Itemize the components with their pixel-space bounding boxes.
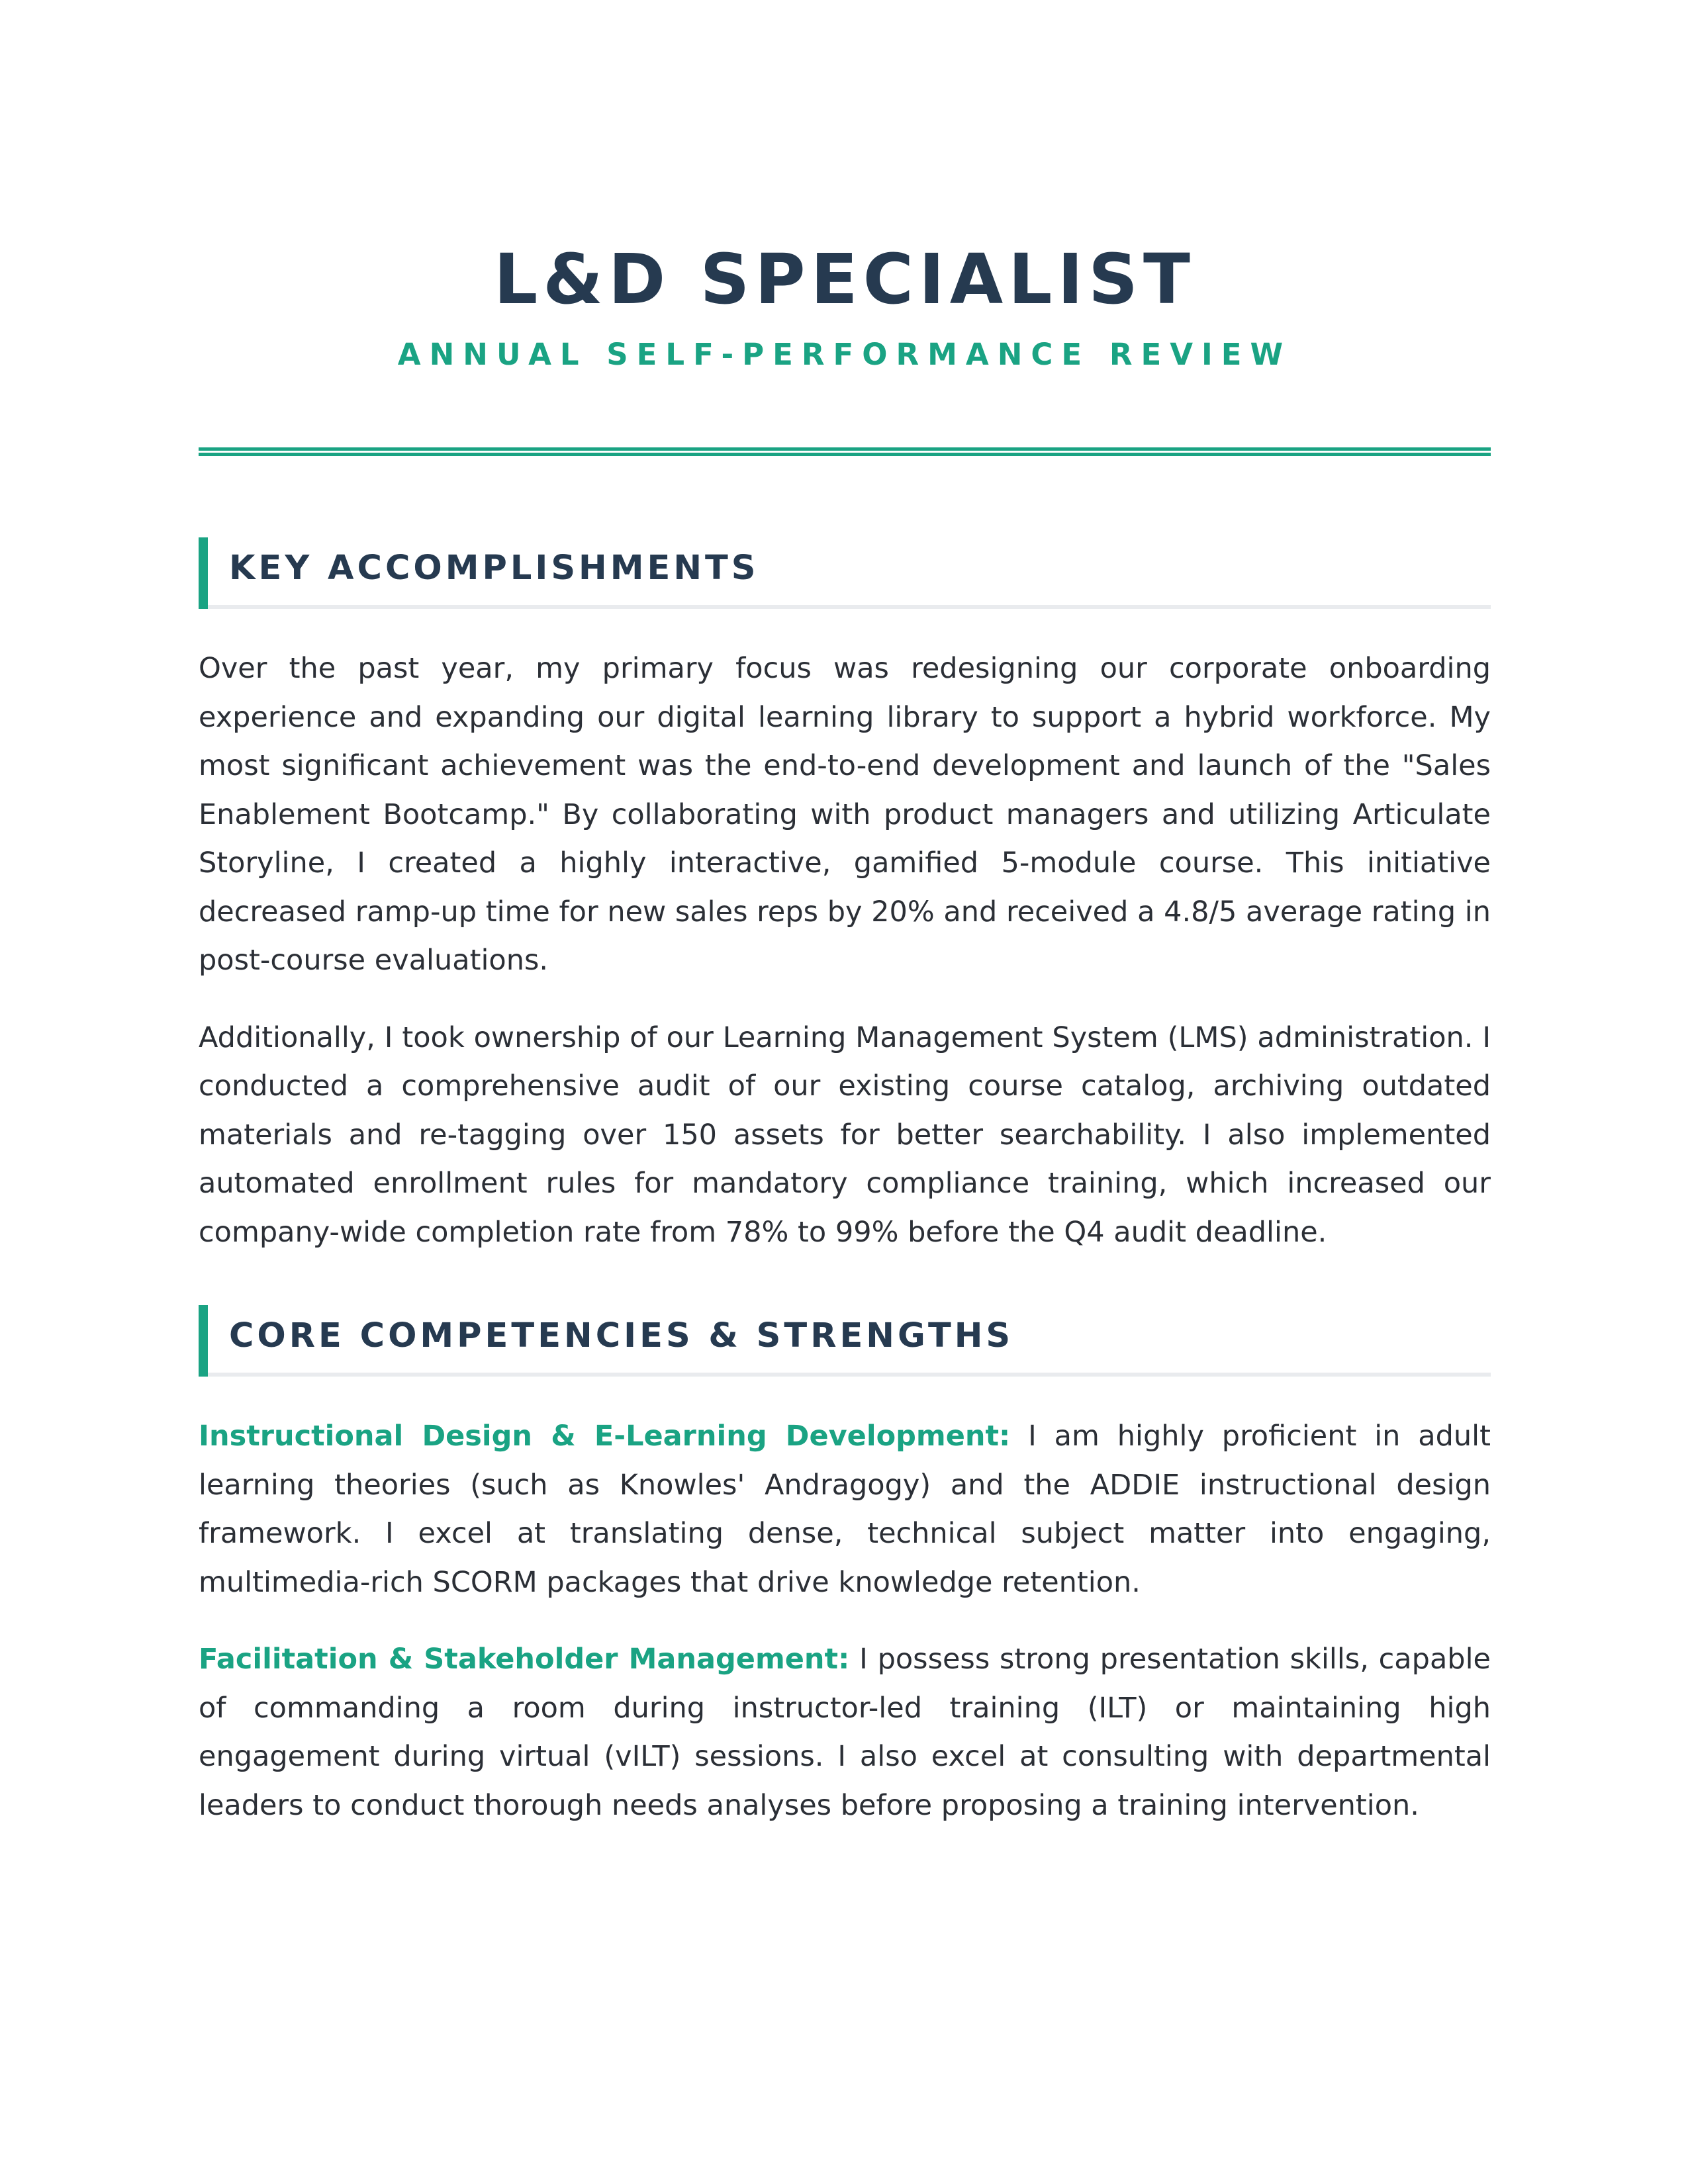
competency-label: Instructional Design & E-Learning Development: [199,1420,1011,1453]
competency-facilitation [199,1635,1491,1830]
section-accent-bar [199,1305,208,1377]
document-title: L&D SPECIALIST [494,239,1196,320]
section-content [199,1412,1491,1830]
competency-description: I am highly proficient in adult learning theories (such as Knowles' Andragogy) and the ADDIE instructional design framework. I excel at translating dense, technical subject matter into engaging, multimedia-rich SCORM packages that drive knowledge retention. [199,1420,1491,1599]
section-heading [199,1305,1491,1377]
section-core-competencies [199,1305,1491,1830]
accomplishments-paragraph-1: Over the past year, my primary focus was redesigning our corporate onboarding experience and expanding our digital learning library to support a hybrid workforce. My most significant achievement was the end-to-end development and launch of the "Sales Enablement Bootcamp." By collaborating with product managers and utilizing Articulate Storyline, I created a highly interactive, gamified 5-module course. This initiative decreased ramp-up time for new sales reps by 20% and received a 4.8/5 average rating in post-course evaluations. [199,652,1491,977]
section-key-accomplishments [199,537,1491,1257]
document-subtitle: ANNUAL SELF-PERFORMANCE REVIEW [397,336,1292,372]
section-accent-bar [199,537,208,609]
competency-instructional-design [199,1412,1491,1607]
accomplishments-paragraph-2: Additionally, I took ownership of our Learning Management System (LMS) administration. I conducted a comprehensive audit of our existing course catalog, archiving outdated materials and re-tagging over 150 assets for better searchability. I also implemented automated enrollment rules for mandatory compliance training, which increased our company-wide completion rate from 78% to 99% before the Q4 audit deadline. [199,1021,1491,1249]
section-heading [199,537,1491,609]
document-header [199,238,1491,374]
header-divider [199,447,1491,456]
section-title: CORE COMPETENCIES & STRENGTHS [229,1316,1014,1355]
section-content [199,645,1491,1257]
section-title: KEY ACCOMPLISHMENTS [229,549,759,588]
competency-description: I possess strong presentation skills, capable of commanding a room during instructor-led training (ILT) or maintaining high engagement during virtual (vILT) sessions. I also excel at consulting with departmental leaders to conduct thorough needs analyses before proposing a training intervention. [199,1643,1491,1822]
competency-label: Facilitation & Stakeholder Management: [199,1643,850,1676]
